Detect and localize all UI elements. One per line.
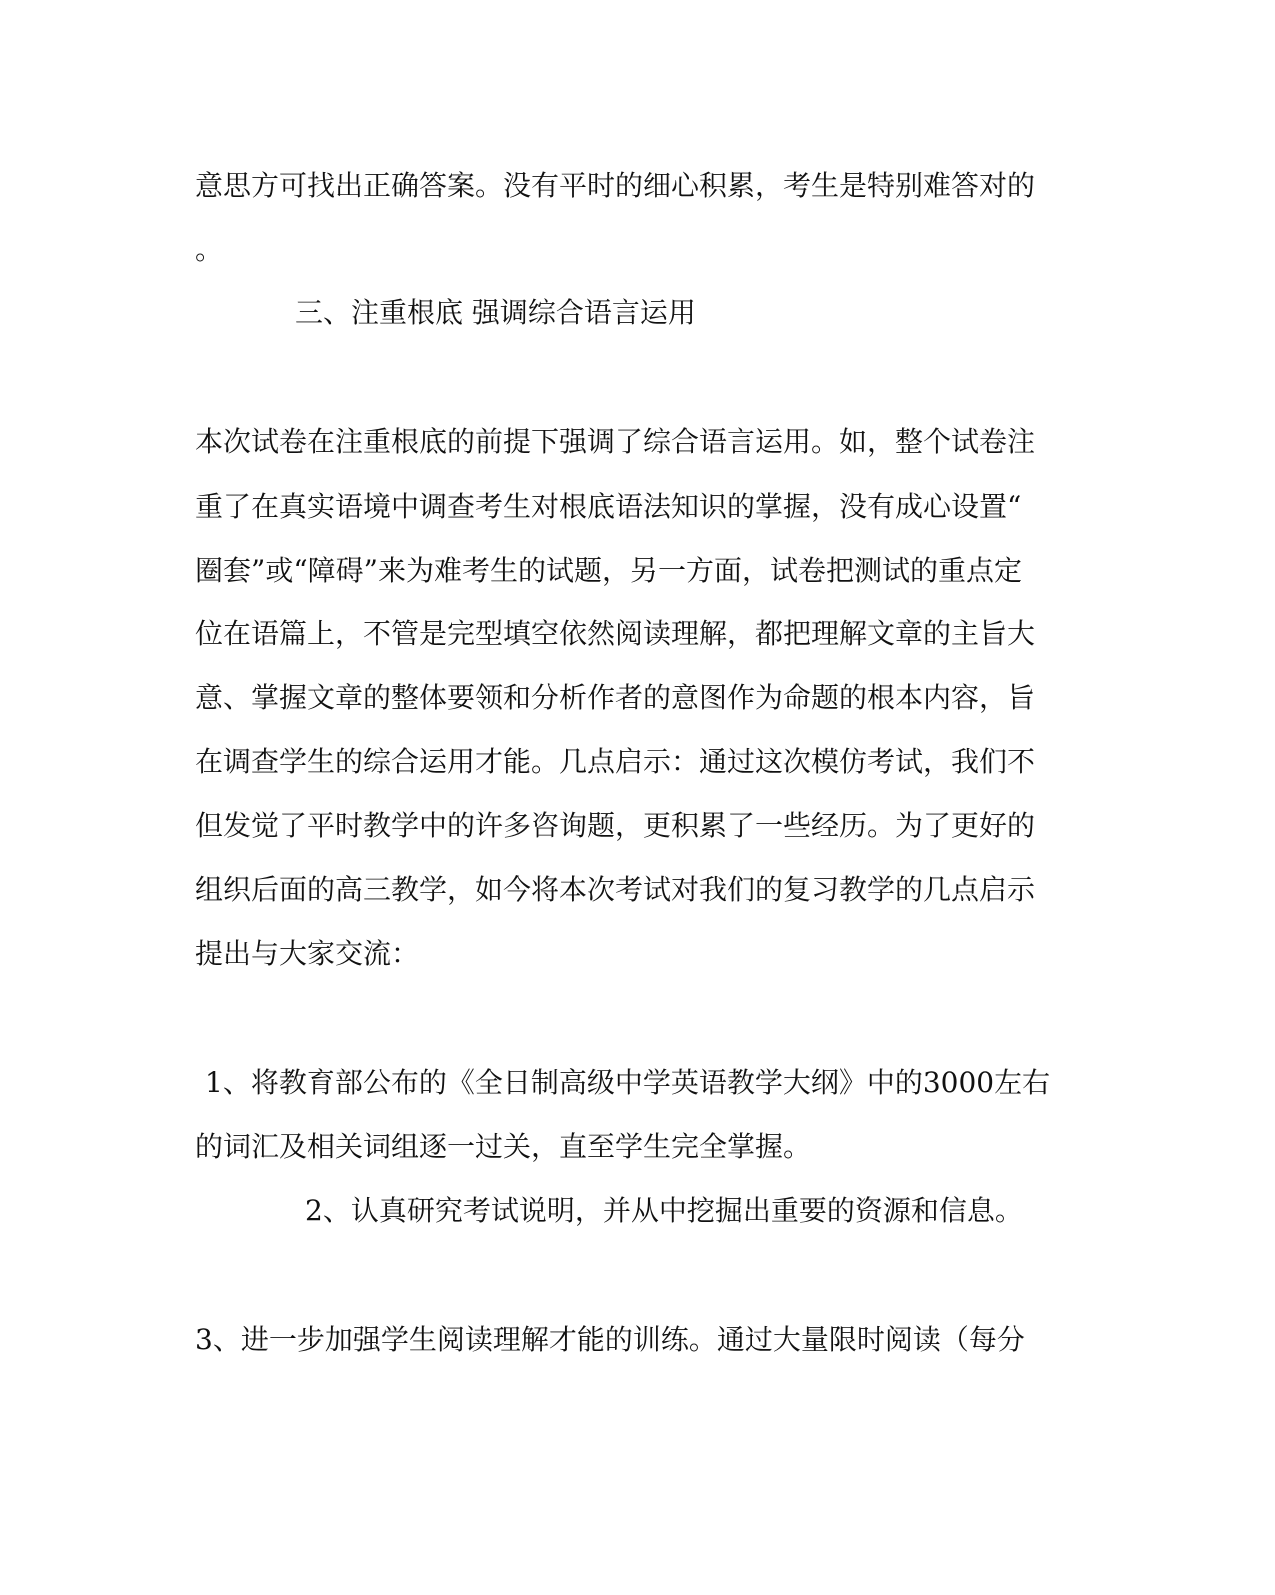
paragraph-line: 重了在真实语境中调查考生对根底语法知识的掌握，没有成心设置“ xyxy=(195,490,1022,523)
section-heading: 三、注重根底 强调综合语言运用 xyxy=(295,296,696,329)
paragraph-line: 本次试卷在注重根底的前提下强调了综合语言运用。如，整个试卷注 xyxy=(195,425,1036,458)
paragraph-line: 组织后面的高三教学，如今将本次考试对我们的复习教学的几点启示 xyxy=(195,873,1036,906)
paragraph-line: 。 xyxy=(195,233,224,266)
paragraph-line: 在调查学生的综合运用才能。几点启示：通过这次模仿考试，我们不 xyxy=(195,745,1036,778)
paragraph-line: 但发觉了平时教学中的许多咨询题，更积累了一些经历。为了更好的 xyxy=(195,809,1036,842)
paragraph-line: 意、掌握文章的整体要领和分析作者的意图作为命题的根本内容，旨 xyxy=(195,681,1036,714)
list-item-line: 3、进一步加强学生阅读理解才能的训练。通过大量限时阅读（每分 xyxy=(195,1323,1025,1356)
paragraph-line: 位在语篇上，不管是完型填空依然阅读理解，都把理解文章的主旨大 xyxy=(195,617,1036,650)
list-item-line: 2、认真研究考试说明，并从中挖掘出重要的资源和信息。 xyxy=(305,1194,1023,1227)
paragraph-line: 提出与大家交流： xyxy=(195,937,420,970)
paragraph-line: 意思方可找出正确答案。没有平时的细心积累，考生是特别难答对的 xyxy=(195,169,1036,202)
list-item-line: 1、将教育部公布的《全日制高级中学英语教学大纲》中的3000左右 xyxy=(205,1066,1051,1099)
list-item-line: 的词汇及相关词组逐一过关，直至学生完全掌握。 xyxy=(195,1130,812,1163)
paragraph-line: 圈套”或“障碍”来为难考生的试题，另一方面，试卷把测试的重点定 xyxy=(195,554,1022,587)
